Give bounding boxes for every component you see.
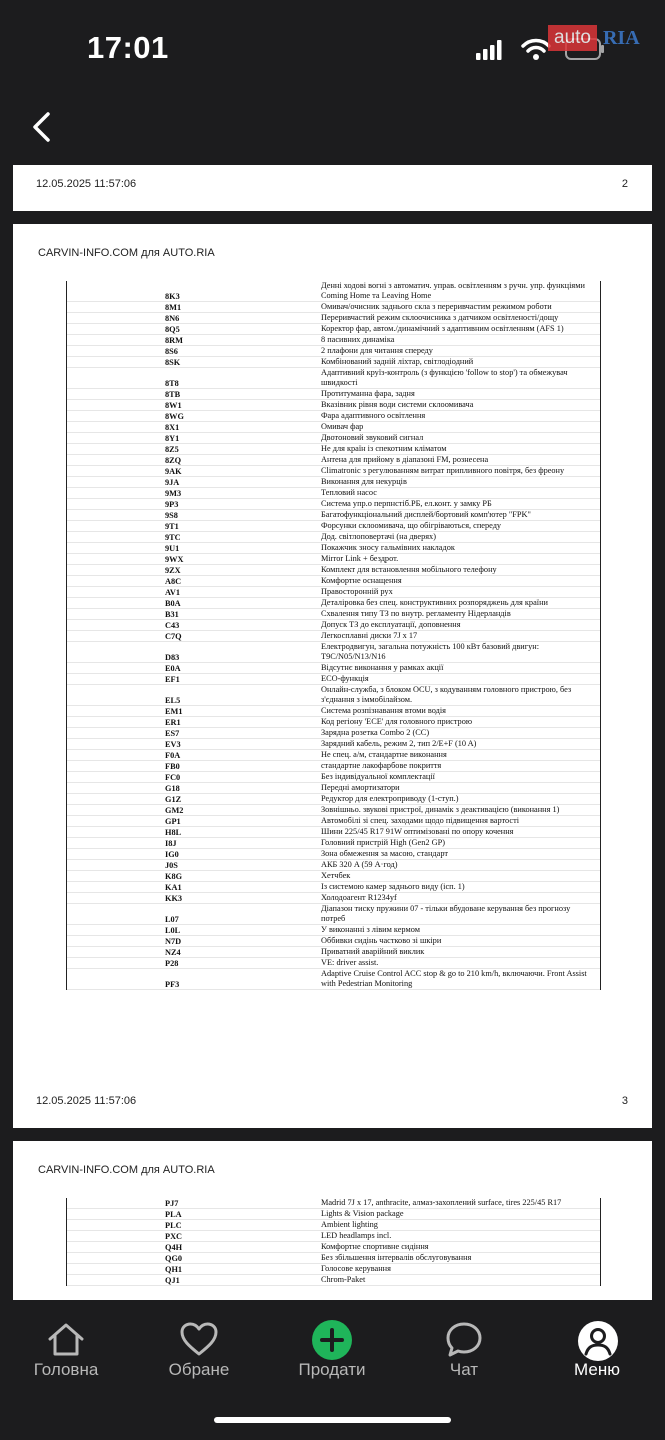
table-row <box>67 717 600 728</box>
heart-icon <box>179 1320 219 1360</box>
table-row <box>67 400 600 411</box>
option-code: B31 <box>165 610 179 619</box>
option-description: Комфортне спортивне сидіння <box>321 1242 429 1251</box>
table-row <box>67 313 600 324</box>
option-description: Зарядний кабель, режим 2, тип 2/E+F (10 A) <box>321 739 477 748</box>
table-row <box>67 302 600 313</box>
option-code: N7D <box>165 937 182 946</box>
option-code: 9S8 <box>165 511 178 520</box>
option-code: 8RM <box>165 336 183 345</box>
option-description: Система упр.о перпнстіб.РБ, ел.конт. у замку РБ <box>321 499 492 508</box>
option-description: Chrom-Paket <box>321 1275 366 1284</box>
option-code: G18 <box>165 784 180 793</box>
option-description: Протитуманна фара, задня <box>321 389 415 398</box>
nav-label: Чат <box>449 1360 479 1379</box>
option-code: FC0 <box>165 773 181 782</box>
table-row <box>67 543 600 554</box>
table-row <box>67 368 600 389</box>
option-description: Антена для прийому в діапазоні FM, рознесена <box>321 455 489 464</box>
option-code: KK3 <box>165 894 183 903</box>
option-description: Автомобілі зі спец. заходами щодо підвищення вартості <box>321 816 519 825</box>
option-description: Оббивки сидінь частково зі шкіри <box>321 936 442 945</box>
table-row <box>67 1209 600 1220</box>
table-row <box>67 772 600 783</box>
option-description: Омивач фар <box>321 422 364 431</box>
option-description: Денні ходові вогні з автоматич. управ. освітленням з ручн. упр. функціями Coming Home та Leaving Home <box>321 281 585 300</box>
page-header: CARVIN-INFO.COM для AUTO.RIA <box>38 1164 215 1176</box>
signal-icon <box>476 40 502 60</box>
table-row <box>67 411 600 422</box>
table-row <box>67 925 600 936</box>
option-description: Із системою камер заднього виду (ісп. 1) <box>321 882 465 891</box>
option-code: 9T1 <box>165 522 179 531</box>
option-code: PJ7 <box>165 1199 179 1208</box>
table-row <box>67 871 600 882</box>
option-code: 8N6 <box>165 314 180 323</box>
option-description: Не для країн із спекотним кліматом <box>321 444 447 453</box>
option-description: Приватний аварійний виклик <box>321 947 425 956</box>
option-description: Легкосплавні диски 7J x 17 <box>321 631 418 640</box>
table-row <box>67 904 600 925</box>
option-code: G1Z <box>165 795 182 804</box>
table-row <box>67 750 600 761</box>
option-code: 8S6 <box>165 347 178 356</box>
option-description: Ambient lighting <box>321 1220 378 1229</box>
option-description: Схвалення типу ТЗ по внутр. регламенту Нідерландів <box>321 609 511 618</box>
option-description: Виконання для некурців <box>321 477 407 486</box>
option-description: Код регіону 'ECE' для головного пристрою <box>321 717 473 726</box>
home-indicator <box>214 1417 451 1423</box>
option-code: 8K3 <box>165 292 180 301</box>
option-description: Climatronic з регулюванням витрат припливного повітря, без фреону <box>321 466 565 475</box>
table-row <box>67 389 600 400</box>
option-code: 8ZQ <box>165 456 182 465</box>
nav-label: Обране <box>168 1360 230 1379</box>
option-description: Двотоновий звуковий сигнал <box>321 433 424 442</box>
table-row <box>67 958 600 969</box>
option-description: Відсутнє виконання у рамках акції <box>321 663 444 672</box>
page-footer-date: 12.05.2025 11:57:06 <box>36 178 137 190</box>
option-code: C43 <box>165 621 180 630</box>
pdf-page-3 <box>13 224 652 1128</box>
table-row <box>67 1264 600 1275</box>
option-code: ES7 <box>165 729 180 738</box>
option-code: C7Q <box>165 632 182 641</box>
table-row <box>67 281 600 302</box>
option-description: Комфортне оснащення <box>321 576 402 585</box>
option-description: VE: driver assist. <box>321 958 379 967</box>
option-description: ECO-функція <box>321 674 369 683</box>
option-code: Q4H <box>165 1243 183 1252</box>
table-row <box>67 532 600 543</box>
option-code: QJ1 <box>165 1276 180 1285</box>
option-description: Шини 225/45 R17 91W оптимізовані по опору кочення <box>321 827 514 836</box>
table-row <box>67 663 600 674</box>
option-code: 9P3 <box>165 500 179 509</box>
option-code: FB0 <box>165 762 180 771</box>
table-row <box>67 554 600 565</box>
table-row <box>67 794 600 805</box>
option-description: Без індивідуальної комплектації <box>321 772 435 781</box>
option-description: Фара адаптивного освітлення <box>321 411 426 420</box>
option-description: Омивач/очисник заднього скла з переривчастим режимом роботи <box>321 302 552 311</box>
option-description: Редуктор для електроприводу (1-ступ.) <box>321 794 459 803</box>
watermark-ria: RIA <box>602 26 640 49</box>
option-code: ER1 <box>165 718 181 727</box>
option-description: Деталіровка без спец. конструктивних розпоряджень для країни <box>321 598 548 607</box>
option-code: L07 <box>165 915 179 924</box>
option-description: Переривчастий режим склоочисника з датчиком освітленості/дощу <box>321 313 559 322</box>
option-code: B0A <box>165 599 181 608</box>
option-code: K8G <box>165 872 183 881</box>
table-row <box>67 1253 600 1264</box>
option-code: EV3 <box>165 740 181 749</box>
option-code: 9M3 <box>165 489 182 498</box>
table-row <box>67 969 600 990</box>
option-code: 8SK <box>165 358 181 367</box>
option-code: 9TC <box>165 533 181 542</box>
option-description: Система розпізнавання втоми водія <box>321 706 446 715</box>
option-description: 8 пасивних динаміка <box>321 335 395 344</box>
table-row <box>67 1275 600 1286</box>
option-description: У виконанні з лівим кермом <box>321 925 420 934</box>
option-code: H8L <box>165 828 182 837</box>
page-footer-number: 2 <box>621 178 628 190</box>
option-description: Не спец. а/м, стандартне виконання <box>321 750 447 759</box>
option-description: Онлайн-служба, з блоком OCU, з кодуванням головного пристрою, без з'єднання з іммобілайзом. <box>321 685 572 704</box>
option-description: Правосторонній рух <box>321 587 393 596</box>
option-code: I8J <box>165 839 177 848</box>
table-row <box>67 510 600 521</box>
option-description: Комплект для встановлення мобільного телефону <box>321 565 497 574</box>
table-row <box>67 433 600 444</box>
page-footer-date: 12.05.2025 11:57:06 <box>36 1095 137 1107</box>
option-code: F0A <box>165 751 181 760</box>
table-row <box>67 739 600 750</box>
option-description: Вказівник рівня води системи склоомивача <box>321 400 474 409</box>
option-description: Adaptive Cruise Control ACC stop & go to 210 km/h, включаючи. Front Assist with Pedestrian Monitoring <box>321 969 587 988</box>
option-code: L0L <box>165 926 181 935</box>
option-description: Тепловий насос <box>321 488 377 497</box>
option-description: LED headlamps incl. <box>321 1231 392 1240</box>
table-row <box>67 357 600 368</box>
table-row <box>67 521 600 532</box>
option-description: Електродвигун, загальна потужність 100 кВт базовий двигун: T9C/N05/N13/N16 <box>321 642 540 661</box>
option-code: D83 <box>165 653 180 662</box>
option-description: Madrid 7J x 17, anthracite, алмаз-захоплений surface, tires 225/45 R17 <box>321 1198 562 1207</box>
option-description: Багатофункціональний дисплей/бортовий комп'ютер "FPK" <box>321 510 531 519</box>
option-description: 2 плафони для читання спереду <box>321 346 433 355</box>
table-row <box>67 893 600 904</box>
option-code: 8W1 <box>165 401 182 410</box>
option-code: GM2 <box>165 806 184 815</box>
option-code: 8T8 <box>165 379 179 388</box>
option-description: стандартне лакофарбове покриття <box>321 761 442 770</box>
table-row <box>67 455 600 466</box>
table-row <box>67 706 600 717</box>
option-description: АКБ 320 A (59 А·год) <box>321 860 398 869</box>
option-code: KA1 <box>165 883 182 892</box>
option-description: Зарядна розетка Combo 2 (CC) <box>321 728 430 737</box>
table-row <box>67 609 600 620</box>
status-time: 17:01 <box>87 30 169 65</box>
status-bar <box>0 0 665 100</box>
option-code: PLC <box>165 1221 182 1230</box>
table-row <box>67 565 600 576</box>
table-row <box>67 620 600 631</box>
option-description: Головний пристрій High (Gen2 GP) <box>321 838 445 847</box>
option-code: 8WG <box>165 412 184 421</box>
option-description: Зона обмеження за масою, стандарт <box>321 849 448 858</box>
option-description: Lights & Vision package <box>321 1209 404 1218</box>
option-code: PF3 <box>165 980 180 989</box>
back-arrow-icon[interactable] <box>26 108 60 146</box>
option-description: Допуск ТЗ до експлуатації, доповнення <box>321 620 461 629</box>
option-description: Без збільшення інтервалів обслуговування <box>321 1253 472 1262</box>
table-row <box>67 346 600 357</box>
option-code: A8C <box>165 577 182 586</box>
option-description: Адаптивний круїз-контроль (з функцією 'follow to stop') та обмежувач швидкості <box>321 368 568 387</box>
table-row <box>67 827 600 838</box>
table-row <box>67 488 600 499</box>
option-code: IG0 <box>165 850 179 859</box>
table-row <box>67 1198 600 1209</box>
home-icon <box>46 1320 86 1360</box>
wifi-icon <box>521 37 551 61</box>
option-code: EM1 <box>165 707 183 716</box>
options-table <box>66 1198 601 1286</box>
avatar-icon <box>577 1320 619 1362</box>
option-code: 8X1 <box>165 423 180 432</box>
page-footer-number: 3 <box>621 1095 628 1107</box>
option-code: 9WX <box>165 555 184 564</box>
table-row <box>67 499 600 510</box>
option-description: Mirror Link + бездрот. <box>321 554 399 563</box>
table-row <box>67 477 600 488</box>
option-description: Комбінований задній ліхтар, світлодіодний <box>321 357 474 366</box>
table-row <box>67 1242 600 1253</box>
option-description: Холодоагент R1234yf <box>321 893 397 902</box>
option-code: 9AK <box>165 467 182 476</box>
option-code: EL5 <box>165 696 181 705</box>
option-code: PLA <box>165 1210 182 1219</box>
option-description: Передні амортизатори <box>321 783 400 792</box>
option-code: 9ZX <box>165 566 181 575</box>
table-row <box>67 1231 600 1242</box>
option-code: J0S <box>165 861 178 870</box>
option-code: 8TB <box>165 390 181 399</box>
option-code: E0A <box>165 664 181 673</box>
table-row <box>67 576 600 587</box>
table-row <box>67 466 600 477</box>
option-code: 8M1 <box>165 303 182 312</box>
table-row <box>67 587 600 598</box>
option-description: Форсунки склоомивача, що обігріваються, спереду <box>321 521 502 530</box>
table-row <box>67 838 600 849</box>
table-row <box>67 598 600 609</box>
table-row <box>67 849 600 860</box>
table-row <box>67 947 600 958</box>
table-row <box>67 816 600 827</box>
table-row <box>67 805 600 816</box>
option-code: 8Q5 <box>165 325 180 334</box>
table-row <box>67 761 600 772</box>
option-description: Голосове керування <box>321 1264 391 1273</box>
watermark-auto: auto <box>548 25 597 51</box>
option-code: EF1 <box>165 675 180 684</box>
table-row <box>67 335 600 346</box>
table-row <box>67 728 600 739</box>
table-row <box>67 783 600 794</box>
option-description: Хетчбек <box>321 871 351 880</box>
table-row <box>67 642 600 663</box>
table-row <box>67 936 600 947</box>
table-row <box>67 860 600 871</box>
pdf-page-4 <box>13 1141 652 1300</box>
table-row <box>67 674 600 685</box>
option-description: Зовнішньо. звукові пристрої, динамік з деактивацією (виконання 1) <box>321 805 560 814</box>
nav-label: Продати <box>298 1360 366 1379</box>
pdf-page-2-footer <box>13 165 652 211</box>
option-description: Коректор фар, автом./динамічний з адаптивним освітленням (AFS 1) <box>321 324 564 333</box>
option-code: QG0 <box>165 1254 183 1263</box>
table-row <box>67 882 600 893</box>
option-code: 8Y1 <box>165 434 180 443</box>
option-code: NZ4 <box>165 948 181 957</box>
table-row <box>67 444 600 455</box>
nav-label: Меню <box>574 1360 620 1379</box>
autoria-watermark <box>548 21 640 55</box>
plus-icon <box>312 1320 352 1360</box>
option-code: PXC <box>165 1232 183 1241</box>
option-code: 8Z5 <box>165 445 179 454</box>
option-code: P28 <box>165 959 179 968</box>
option-description: Дод. світлоповертачі (на дверях) <box>321 532 436 541</box>
option-code: 9U1 <box>165 544 180 553</box>
chat-icon <box>444 1320 484 1360</box>
option-code: QH1 <box>165 1265 183 1274</box>
option-code: AV1 <box>165 588 181 597</box>
option-code: 9JA <box>165 478 180 487</box>
option-description: Діапазон тиску пружини 07 - тільки вбудоване керування без прогнозу потреб <box>321 904 571 923</box>
table-row <box>67 324 600 335</box>
table-row <box>67 685 600 706</box>
table-row <box>67 1220 600 1231</box>
table-row <box>67 631 600 642</box>
options-table <box>66 281 601 990</box>
page-header: CARVIN-INFO.COM для AUTO.RIA <box>38 247 215 259</box>
nav-label: Головна <box>33 1360 99 1379</box>
option-code: GP1 <box>165 817 181 826</box>
option-description: Покажчик зносу гальмівних накладок <box>321 543 455 552</box>
table-row <box>67 422 600 433</box>
